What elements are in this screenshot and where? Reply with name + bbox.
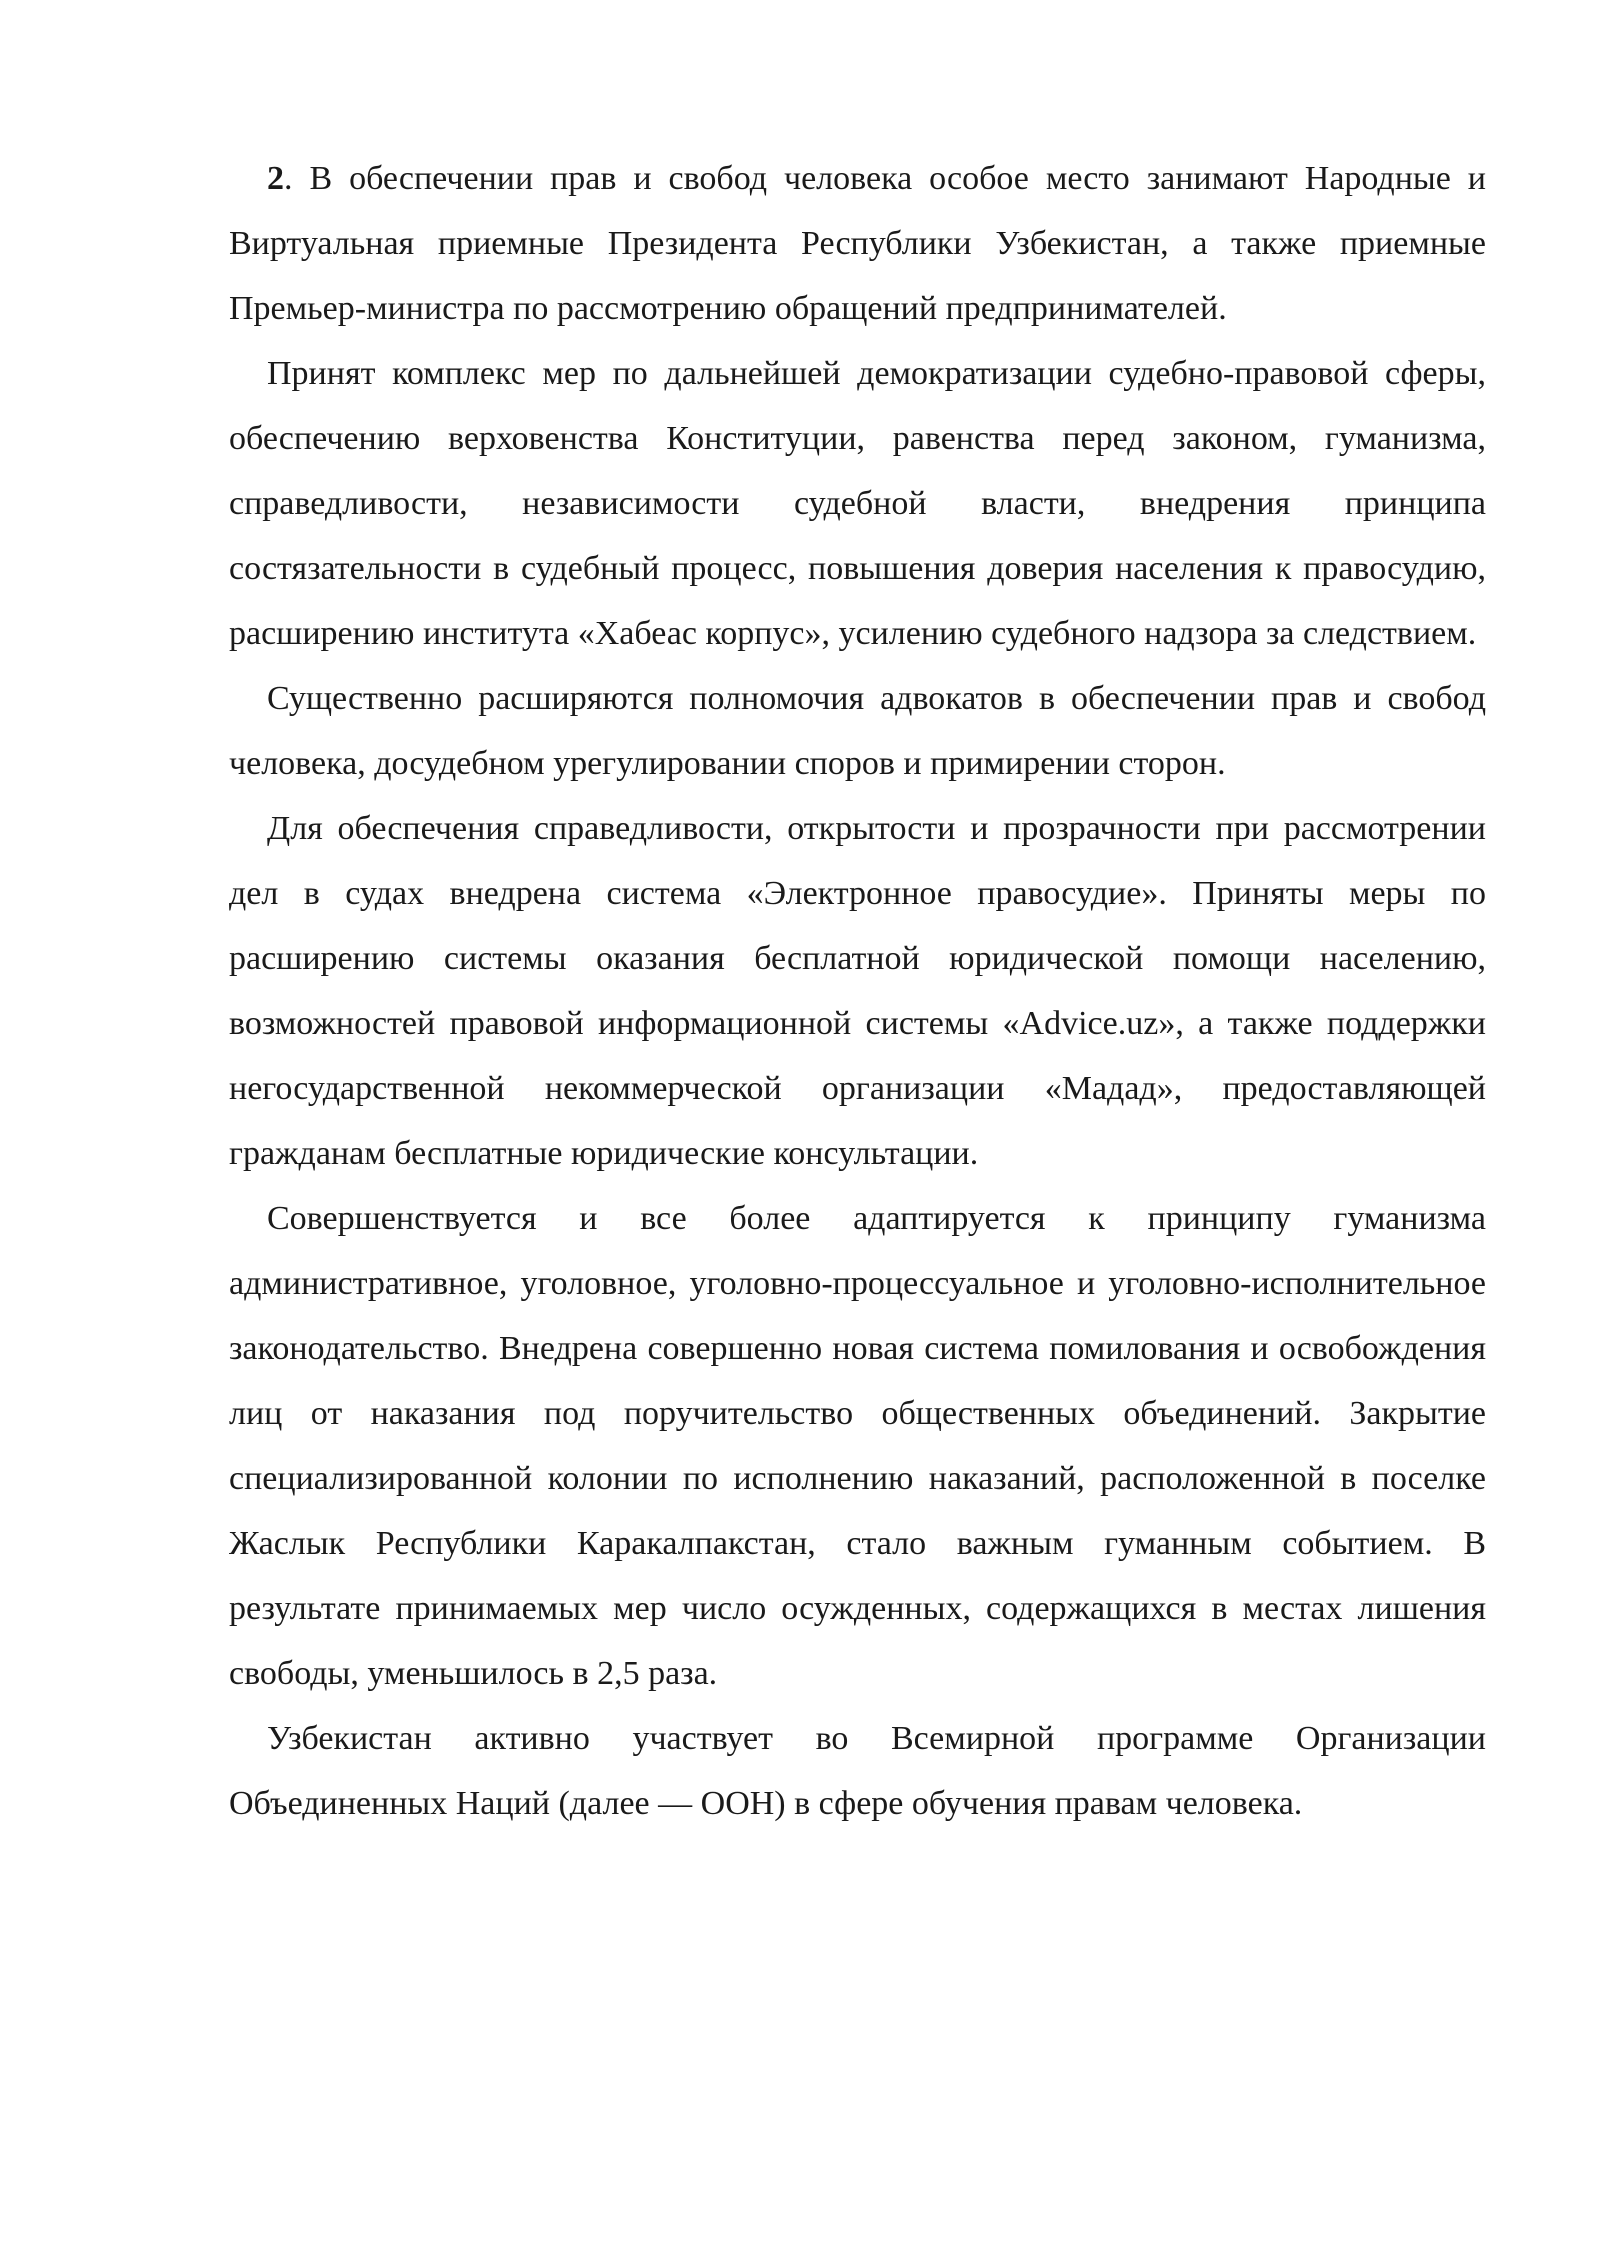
paragraph-6: Узбекистан активно участвует во Всемирной программе Организации Объединенных Наций (далее — ООН) в сфере обучения правам человека. xyxy=(229,1720,1486,1822)
paragraph-1-text: . В обеспечении прав и свобод человека особое место занимают Народные и Виртуальная приемные Президента Республики Узбекистан, а также приемные Премьер-министра по рассмотрению обращений предпринимателей. xyxy=(229,160,1486,327)
document-page xyxy=(229,146,1486,1836)
paragraph-4: Для обеспечения справедливости, открытости и прозрачности при рассмотрении дел в судах внедрена система «Электронное правосудие». Приняты меры по расширению системы оказания бесплатной юридической помощи населению, возможностей правовой информационной системы «Advice.uz», а также поддержки негосударственной некоммерческой организации «Мадад», предоставляющей гражданам бесплатные юридические консультации. xyxy=(229,810,1486,1172)
paragraph-2: Принят комплекс мер по дальнейшей демократизации судебно-правовой сферы, обеспечению верховенства Конституции, равенства перед законом, гуманизма, справедливости, независимости судебной власти, внедрения принципа состязательности в судебный процесс, повышения доверия населения к правосудию, расширению института «Хабеас корпус», усилению судебного надзора за следствием. xyxy=(229,355,1486,652)
section-number: 2 xyxy=(267,160,284,197)
paragraph-1 xyxy=(229,146,1486,341)
paragraph-3: Существенно расширяются полномочия адвокатов в обеспечении прав и свобод человека, досудебном урегулировании споров и примирении сторон. xyxy=(229,680,1486,782)
paragraph-5: Совершенствуется и все более адаптируется к принципу гуманизма административное, уголовное, уголовно-процессуальное и уголовно-исполнительное законодательство. Внедрена совершенно новая система помилования и освобождения лиц от наказания под поручительство общественных объединений. Закрытие специализированной колонии по исполнению наказаний, расположенной в поселке Жаслык Республики Каракалпакстан, стало важным гуманным событием. В результате принимаемых мер число осужденных, содержащихся в местах лишения свободы, уменьшилось в 2,5 раза. xyxy=(229,1200,1486,1692)
